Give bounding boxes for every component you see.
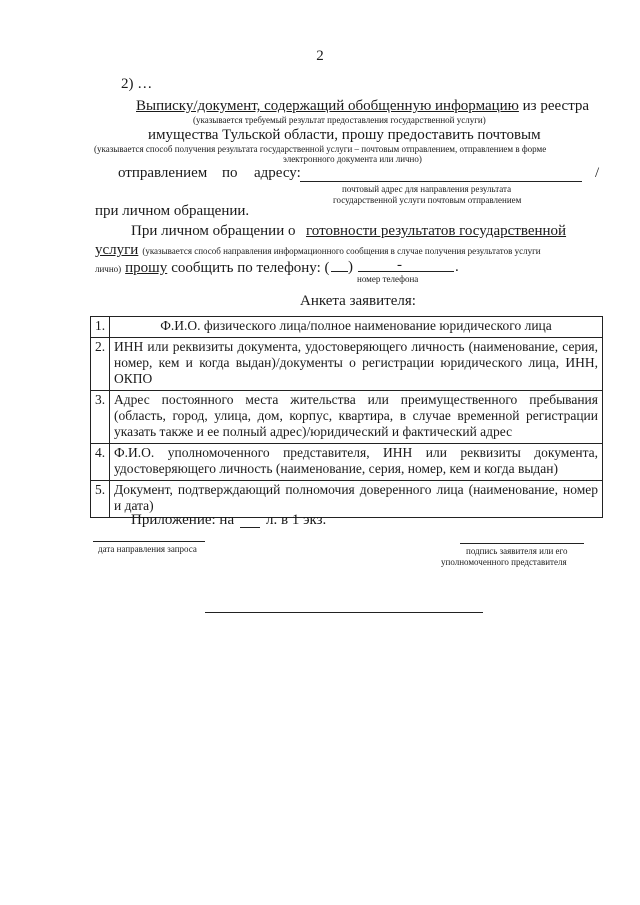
notification-prosu: прошу [125,260,168,276]
address-slash: / [595,165,600,181]
row-text[interactable]: ИНН или реквизиты документа, удостоверяющего личность (наименование, серия, номер, кем и когда выдан)/документы о регистрации юридического лица, ИНН, ОКПО [110,338,603,391]
notification-line-2 [95,241,541,259]
attachment-rest: л. в 1 экз. [266,512,327,528]
row-number: 4. [91,444,110,481]
phone-label: сообщить по телефону: ( [171,260,330,276]
row-text[interactable]: Документ, подтверждающий полномочия доверенного лица (наименование, номер и дата) [110,481,603,518]
postal-address-note-b: государственной услуги почтовым отправлением [333,195,522,205]
postal-address-field[interactable] [300,181,582,182]
requested-result: Выписку/документ, содержащий обобщенную информацию [136,98,519,114]
table-row [91,338,603,391]
attachment-label: Приложение: на [131,512,235,528]
phone-dash: - [397,257,402,273]
notification-method-note-a: (указывается способ направления информационного сообщения в случае получения результатов услуги [142,246,541,256]
row-text[interactable]: Ф.И.О. физического лица/полное наименование юридического лица [110,317,603,338]
row-text[interactable]: Ф.И.О. уполномоченного представителя, ИНН или реквизиты документа, удостоверяющего личность (наименование, серия, номер, кем и когда выдан) [110,444,603,481]
phone-number-note: номер телефона [357,274,419,284]
request-line-2: имущества Тульской области, прошу предоставить почтовым [148,127,541,143]
table-row [91,444,603,481]
table-row [91,391,603,444]
request-line-1-rest: из реестра [522,98,590,114]
signature-caption-b: уполномоченного представителя [441,557,567,567]
notification-service: услуги [95,242,139,258]
row-number: 3. [91,391,110,444]
requested-result-note: (указывается требуемый результат предоставления государственной услуги) [193,115,486,125]
signature-field[interactable] [460,543,584,544]
notification-line-3 [95,259,330,277]
request-line-1 [136,98,589,115]
phone-number-field[interactable] [358,271,454,272]
phone-dot: . [455,259,459,275]
delivery-method-note-a: (указывается способ получения результата государственной услуги – почтовым отправлением, отправлением в форме [94,144,547,154]
in-person-line: при личном обращении. [95,203,250,219]
date-caption: дата направления запроса [98,544,197,554]
notification-method-note-b: лично) [95,264,122,274]
address-word-2: по [222,165,238,181]
table-row [91,317,603,338]
phone-area-code-field[interactable] [331,271,348,272]
row-number: 2. [91,338,110,391]
address-word-3: адресу: [254,165,301,181]
item-number: 2) … [121,76,153,92]
phone-close-paren: ) [348,259,353,275]
signature-caption-a: подпись заявителя или его [466,546,568,556]
attachment-pages-field[interactable] [240,527,260,528]
notification-readiness: готовности результатов государственной [306,223,567,239]
applicant-form-title: Анкета заявителя: [300,293,416,309]
delivery-method-note-b: электронного документа или лично) [283,154,422,164]
notification-start: При личном обращении о [131,223,296,239]
address-word-1: отправлением [118,165,208,181]
applicant-form-table [90,316,603,518]
row-number: 1. [91,317,110,338]
postal-address-note-a: почтовый адрес для направления результата [342,184,512,194]
row-number: 5. [91,481,110,518]
row-text[interactable]: Адрес постоянного места жительства или преимущественного пребывания (область, город, улица, дом, корпус, квартира, в случае временной регистрации указать также и ее полный адрес)/юридический и фактический адрес [110,391,603,444]
date-field[interactable] [93,541,205,542]
page-number: 2 [316,48,324,64]
bottom-separator [205,612,483,613]
